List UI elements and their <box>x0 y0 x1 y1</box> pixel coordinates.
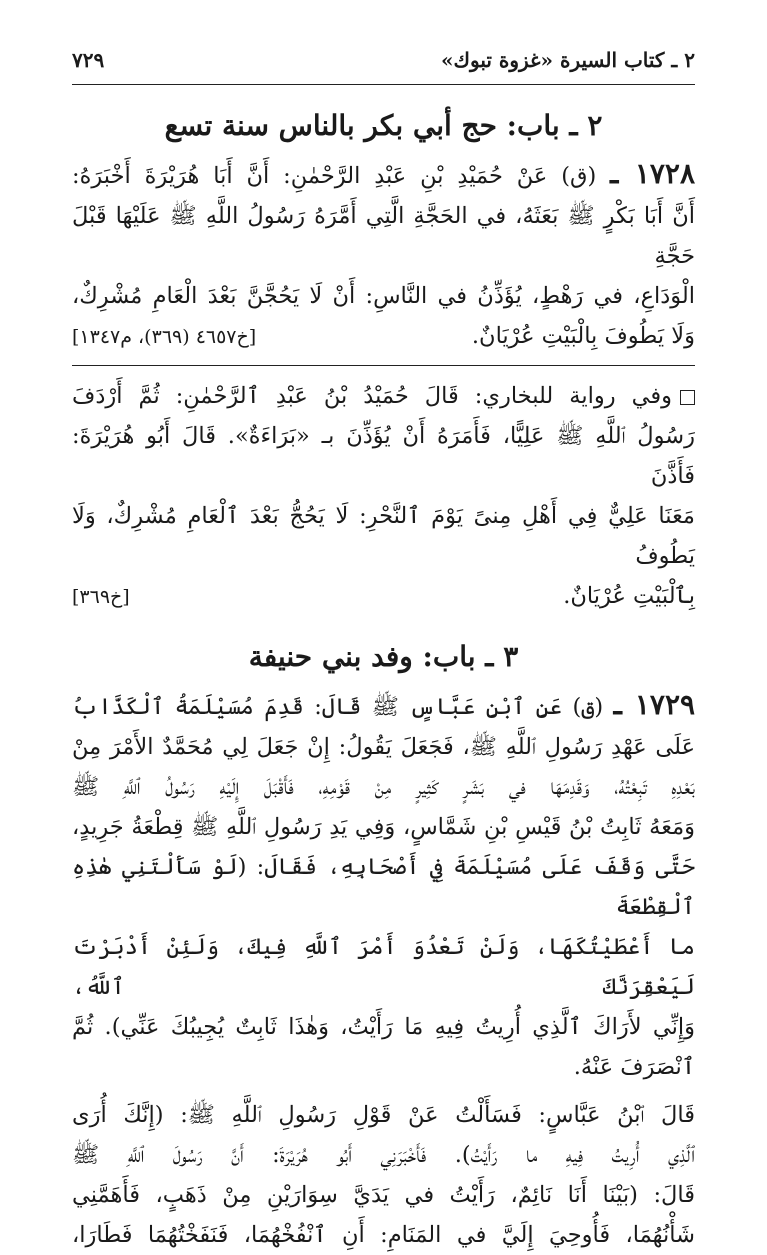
hadith-1728-last-line: وَلَا يَطُوفَ بِالْبَيْتِ عُرْيَانٌ. <box>471 323 695 349</box>
bukhari-line-1-text: وفي رواية للبخاري: قَالَ حُمَيْدُ بْنُ عَبْدِ ٱلرَّحْمٰنِ: ثُمَّ أَرْدَفَ <box>72 383 672 409</box>
ibn-abbas-line-3: قَالَ: (بَيْنَا أَنَا نَائِمٌ، رَأَيْتُ في يَدَيَّ سِوَارَيْنِ مِنْ ذَهَبٍ، فَأَهَمَّنِي <box>72 1182 695 1208</box>
bukhari-line-1 <box>72 376 695 416</box>
hadith-1728-line-4 <box>72 316 695 357</box>
ibn-abbas-line-4: شَأْنُهُمَا، فَأُوحِيَ إِلَيَّ في المَنَامِ: أَنِ ٱنْفُخْهُمَا، فَنَفَخْتُهُمَا فَطَارَا، <box>72 1222 695 1248</box>
bukhari-line-2: رَسُولُ ٱللَّهِ ﷺ عَلِيًّا، فَأَمَرَهُ أَنْ يُؤَذِّنَ بـ «بَرَاءَةٌ». قَالَ أَبُو هُرَيْرَةَ: فَأَذَّنَ <box>72 423 695 489</box>
hadith-1729-line-5: حَتَّى وَقَفَ عَلَى مُسَيْلَمَةَ فِي أَصْحَابِهِ، فَقَالَ: (لَوْ سَأَلْتَنِي هٰذِهِ ٱلْقِطْعَةَ <box>72 854 695 920</box>
ibn-abbas-line-1: قَالَ ٱبْنُ عَبَّاسٍ: فَسَأَلْتُ عَنْ قَوْلِ رَسُولِ ٱللَّهِ ﷺ: (إِنَّكَ أُرَى <box>72 1102 695 1128</box>
square-marker-icon <box>680 390 695 405</box>
hadith-1728 <box>72 154 695 357</box>
hadith-1728-number: ١٧٢٨ ـ <box>610 157 695 190</box>
hadith-1729-line-1-text: (ق) عَنِ ٱبْنِ عَبَّاسٍ ﷺ قَالَ: قَدِمَ مُسَيْلَمَةُ ٱلْكَذَّابُ <box>72 694 604 720</box>
header-divider <box>72 84 695 85</box>
running-title: ٢ ـ كتاب السيرة «غزوة تبوك» <box>441 48 695 72</box>
hadith-1728-line-3: الْوَدَاعِ، في رَهْطٍ، يُؤَذِّنُ في النَّاسِ: أَنْ لَا يَحُجَّنَّ بَعْدَ الْعَامِ مُشْرِكٌ، <box>72 283 695 309</box>
bukhari-reference: [خ٣٦٩] <box>72 586 130 608</box>
hadith-1729-line-6: ما أَعْطَيْتُكَهَا، وَلَنْ تَعْدُوَ أَمْرَ ٱللَّهِ فِيكَ، وَلَئِنْ أَدْبَرْتَ لَيَعْقِرَنَّكَ ٱللَّهُ، <box>72 934 695 1000</box>
hadith-1729-last-line: ٱنْصَرَفَ عَنْهُ. <box>573 1054 695 1080</box>
bukhari-line-3: مَعَنَا عَلِيٌّ فِي أَهْلِ مِنىً يَوْمَ ٱلنَّحْرِ: لَا يَحُجُّ بَعْدَ ٱلْعَامِ مُشْرِكٌ، وَلَا يَطُوفُ <box>72 503 695 569</box>
section-divider <box>72 365 695 366</box>
chapter-2-title: ٢ ـ باب: حج أبي بكر بالناس سنة تسع <box>164 109 603 142</box>
hadith-1729 <box>72 685 695 1087</box>
hadith-1729-line-3: بَعْدِهِ تَبِعْتُهُ، وَقَدِمَهَا في بَشَرٍ كَثِيرٍ مِنْ قَوْمِهِ، فَأَقْبَلَ إِلَيْهِ رَسُولُ ٱللَّهِ ﷺ <box>72 774 695 800</box>
chapter-3-title: ٣ ـ باب: وفد بني حنيفة <box>248 640 519 673</box>
bukhari-last-line: بِٱلْبَيْتِ عُرْيَانٌ. <box>563 583 695 609</box>
hadith-1728-line-1 <box>72 154 695 196</box>
hadith-1728-line-1-text: (ق) عَنْ حُمَيْدِ بْنِ عَبْدِ الرَّحْمٰنِ: أَنَّ أَبَا هُرَيْرَةَ أَخْبَرَهُ: <box>72 163 597 189</box>
hadith-1729-line-1 <box>72 685 695 727</box>
page-number: ٧٢٩ <box>72 48 105 72</box>
page-content <box>72 96 696 1248</box>
bukhari-line-4 <box>72 576 695 617</box>
hadith-1728-reference: [خ٤٦٥٧ (٣٦٩)، م١٣٤٧] <box>72 326 257 348</box>
paragraph-gap <box>72 1087 695 1095</box>
hadith-1728-line-2: أَنَّ أَبَا بَكْرٍ ﷺ بَعَثَهُ، في الحَجَّةِ الَّتِي أَمَّرَهُ رَسُولُ اللَّهِ ﷺ عَلَيْهَا قَبْلَ حَجَّةِ <box>72 203 695 269</box>
hadith-1729-line-4: وَمَعَهُ ثَابِتُ بْنُ قَيْسِ بْنِ شَمَّاسٍ، وَفِي يَدِ رَسُولِ ٱللَّهِ ﷺ قِطْعَةُ جَرِيدٍ، <box>72 814 695 840</box>
hadith-1729-line-2: عَلَى عَهْدِ رَسُولِ ٱللَّهِ ﷺ، فَجَعَلَ يَقُولُ: إِنْ جَعَلَ لِي مُحَمَّدٌ الأَمْرَ مِنْ <box>72 734 695 760</box>
page-header <box>72 40 695 80</box>
hadith-1729-line-7: وَإِنِّي لأَرَاكَ ٱلَّذِي أُرِيتُ فِيهِ مَا رَأَيْتُ، وَهٰذَا ثَابِتٌ يُجِيبُكَ عَنِّي). ثُمَّ <box>72 1014 695 1040</box>
bukhari-narration <box>72 376 695 617</box>
ibn-abbas-narration <box>72 1095 695 1255</box>
ibn-abbas-line-2: ٱلَّذِي أُرِيتُ فِيهِ ما رَأَيْتُ). فَأَخْبَرَنِي أَبُو هُرَيْرَةَ: أَنَّ رَسُولَ ٱللَّهِ ﷺ <box>72 1142 695 1168</box>
hadith-1729-number: ١٧٢٩ ـ <box>613 688 696 721</box>
